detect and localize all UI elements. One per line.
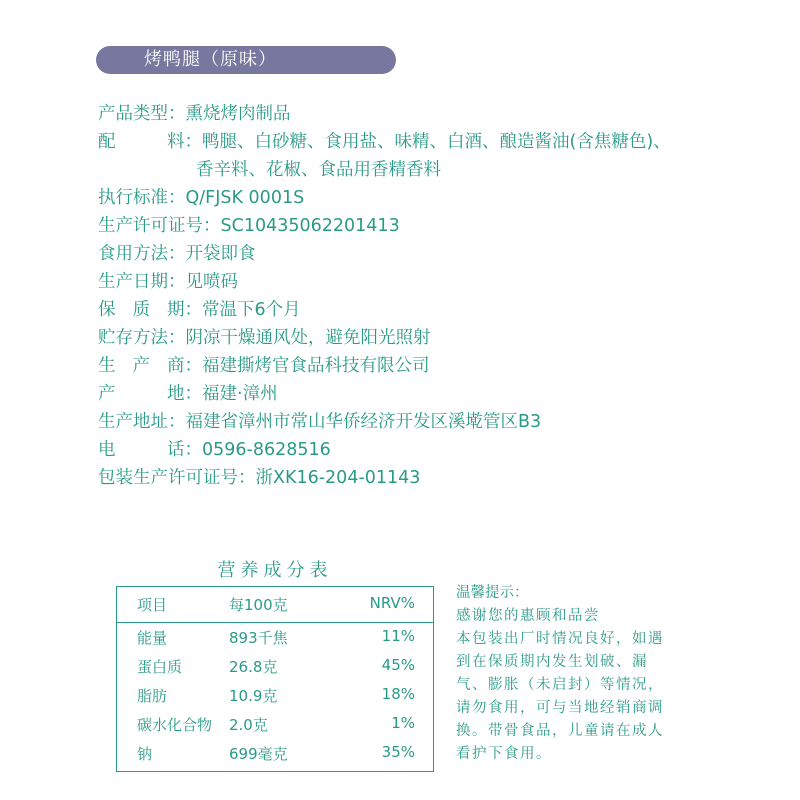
production-date-label: 生产日期：: [98, 272, 186, 292]
production-date-row: [98, 268, 788, 296]
warm-tips-line: 请勿食用，可与当地经销商调: [456, 700, 664, 716]
manufacturer-label-part: 商：: [167, 356, 202, 376]
nutrition-header-per100g: 每100克: [229, 596, 288, 614]
phone-row: [98, 436, 788, 464]
nutrition-nrv: 35%: [381, 743, 415, 761]
ingredients-label: [98, 128, 202, 184]
standard-label: 执行标准：: [98, 188, 186, 208]
table-row: [117, 623, 433, 652]
nutrition-nrv: 1%: [391, 714, 415, 732]
license-value: SC10435062201413: [220, 216, 400, 236]
ingredients-label-part: 配: [98, 132, 116, 152]
ingredients-value: [196, 128, 671, 184]
standard-value: Q/FJSK 0001S: [185, 188, 305, 208]
shelf-life-row: [98, 296, 788, 324]
table-row: [117, 652, 433, 681]
ingredients-label-part: 料：: [167, 132, 202, 152]
warm-tips-line: 气、膨胀（未启封）等情况，: [456, 677, 664, 693]
package-license-row: [98, 464, 788, 492]
shelf-life-label: [98, 296, 202, 324]
storage-value: 阴凉干燥通风处，避免阳光照射: [185, 328, 431, 348]
warm-tips-line: 换。带骨食品，儿童请在成人: [456, 723, 664, 739]
warm-tips-line: 本包装出厂时情况良好，如遇: [456, 631, 664, 647]
origin-value: 福建·漳州: [202, 384, 278, 404]
nutrition-title: 营养成分表: [217, 560, 333, 581]
nutrition-item: 脂肪: [137, 687, 168, 705]
nutrition-header-row: [117, 587, 433, 623]
manufacturer-label: [98, 352, 202, 380]
usage-label: 食用方法：: [98, 244, 186, 264]
shelf-life-label-part: 质: [132, 300, 150, 320]
product-info: [98, 100, 788, 492]
manufacturer-label-part: 生: [98, 356, 116, 376]
nutrition-item: 碳水化合物: [137, 716, 213, 734]
nutrition-nrv: 18%: [381, 685, 415, 703]
storage-label: 贮存方法：: [98, 328, 186, 348]
manufacturer-label-part: 产: [132, 356, 150, 376]
ingredients-row: [98, 128, 788, 184]
package-license-label: 包装生产许可证号：: [98, 468, 256, 488]
address-row: [98, 408, 788, 436]
table-row: [117, 710, 433, 739]
standard-row: [98, 184, 788, 212]
usage-value: 开袋即食: [185, 244, 256, 264]
nutrition-per100g: 699毫克: [229, 745, 288, 763]
nutrition-header-nrv: NRV%: [369, 594, 415, 612]
shelf-life-label-part: 保: [98, 300, 116, 320]
package-license-value: 浙XK16-204-01143: [255, 468, 421, 488]
nutrition-per100g: 26.8克: [229, 658, 278, 676]
nutrition-header-item: 项目: [137, 596, 168, 614]
product-type-row: [98, 100, 788, 128]
ingredients-line: 香辛料、花椒、食品用香精香料: [196, 160, 441, 180]
nutrition-nrv: 11%: [381, 627, 415, 645]
shelf-life-value: 常温下6个月: [202, 300, 301, 320]
warm-tips-title: 温馨提示：: [456, 585, 529, 601]
nutrition-rows: [117, 623, 433, 768]
nutrition-item: 钠: [137, 745, 153, 763]
origin-row: [98, 380, 788, 408]
product-type-value: 熏烧烤肉制品: [185, 104, 291, 124]
manufacturer-row: [98, 352, 788, 380]
address-label: 生产地址：: [98, 412, 186, 432]
nutrition-nrv: 45%: [381, 656, 415, 674]
warm-tips-line: 看护下食用。: [456, 746, 552, 762]
origin-label-part: 产: [98, 384, 116, 404]
license-label: 生产许可证号：: [98, 216, 221, 236]
production-date-value: 见喷码: [185, 272, 238, 292]
phone-label-part: 话：: [167, 440, 202, 460]
nutrition-table: [116, 586, 434, 772]
usage-row: [98, 240, 788, 268]
nutrition-item: 能量: [137, 629, 168, 647]
nutrition-per100g: 10.9克: [229, 687, 278, 705]
phone-value: 0596-8628516: [202, 440, 331, 460]
phone-label-part: 电: [98, 440, 116, 460]
table-row: [117, 739, 433, 768]
product-type-label: 产品类型：: [98, 104, 186, 124]
nutrition-item: 蛋白质: [137, 658, 183, 676]
table-row: [117, 681, 433, 710]
product-title: 烤鸭腿（原味）: [96, 46, 396, 74]
shelf-life-label-part: 期：: [167, 300, 202, 320]
manufacturer-value: 福建撕烤官食品科技有限公司: [202, 356, 430, 376]
ingredients-line: 鸭腿、白砂糖、食用盐、味精、白酒、酿造酱油(含焦糖色)、: [202, 132, 671, 152]
nutrition-per100g: 893千焦: [229, 629, 288, 647]
origin-label: [98, 380, 202, 408]
phone-label: [98, 436, 202, 464]
origin-label-part: 地：: [167, 384, 202, 404]
warm-tips-line: 感谢您的惠顾和品尝: [456, 608, 600, 624]
nutrition-per100g: 2.0克: [229, 716, 268, 734]
address-value: 福建省漳州市常山华侨经济开发区溪墘管区B3: [185, 412, 542, 432]
warm-tips: [456, 582, 706, 766]
warm-tips-line: 到在保质期内发生划破、漏: [456, 654, 648, 670]
license-row: [98, 212, 788, 240]
storage-row: [98, 324, 788, 352]
